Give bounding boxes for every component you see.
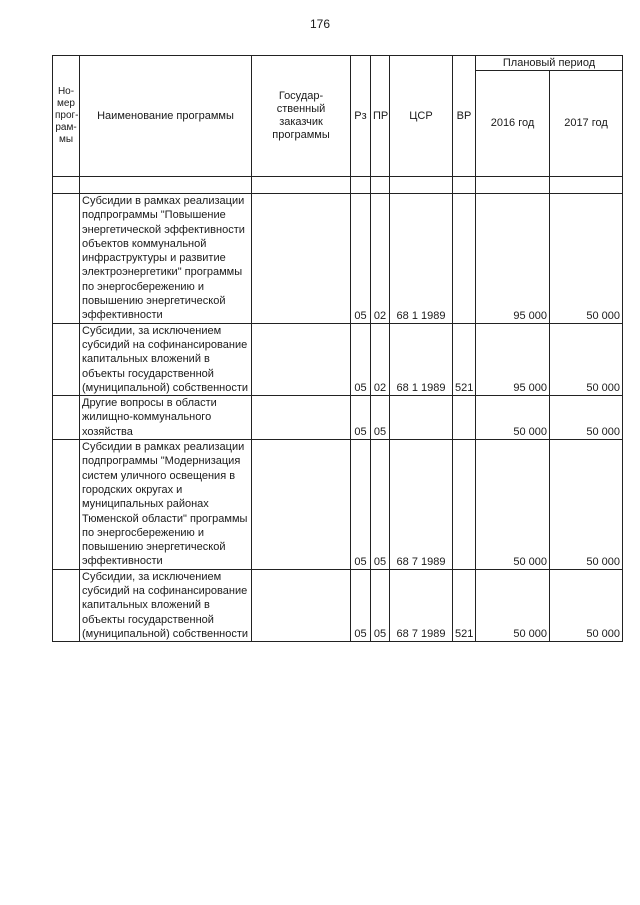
row-2017: 50 000 — [550, 194, 623, 324]
row-name: Субсидии в рамках реализации подпрограммы "Модернизация систем уличного освещения в городских округах и муниципальных районах Тюменской области" программы по энергосбережению и повышению энергетической эффективности — [80, 440, 252, 570]
row-2016: 50 000 — [476, 440, 550, 570]
row-name: Другие вопросы в области жилищно-коммунального хозяйства — [80, 396, 252, 440]
row-2017: 50 000 — [550, 323, 623, 395]
row-rz: 05 — [351, 440, 371, 570]
header-vr: ВР — [453, 56, 476, 177]
header-year-2017: 2017 год — [550, 71, 623, 177]
row-pr: 05 — [371, 396, 390, 440]
row-2016: 50 000 — [476, 396, 550, 440]
header-program-number — [53, 56, 80, 177]
row-2016: 50 000 — [476, 569, 550, 641]
row-vr — [453, 440, 476, 570]
budget-table — [52, 55, 623, 642]
table-row — [53, 569, 623, 641]
row-rz: 05 — [351, 194, 371, 324]
row-2017: 50 000 — [550, 396, 623, 440]
row-csr: 68 7 1989 — [390, 569, 453, 641]
header-pr: ПР — [371, 56, 390, 177]
row-2016: 95 000 — [476, 323, 550, 395]
row-2017: 50 000 — [550, 569, 623, 641]
table-row — [53, 194, 623, 324]
header-program-number-text: Но- мер прог- рам- мы — [55, 86, 79, 145]
header-program-name: Наименование программы — [80, 56, 252, 177]
header-plan-period: Плановый период — [476, 56, 623, 71]
row-name: Субсидии в рамках реализации подпрограммы "Повышение энергетической эффективности объектов коммунальной инфраструктуры и развитие электроэнергетики" программы по энергосбережению и повышению энергетической эффективности — [80, 194, 252, 324]
row-2016: 95 000 — [476, 194, 550, 324]
row-rz: 05 — [351, 396, 371, 440]
row-vr: 521 — [453, 569, 476, 641]
row-pr: 02 — [371, 323, 390, 395]
table-row — [53, 396, 623, 440]
header-row-top — [53, 56, 623, 71]
row-vr — [453, 396, 476, 440]
header-csr: ЦСР — [390, 56, 453, 177]
header-year-2016: 2016 год — [476, 71, 550, 177]
header-customer-text: Государ- ственный заказчик программы — [272, 90, 330, 141]
table-row — [53, 440, 623, 570]
row-rz: 05 — [351, 323, 371, 395]
row-csr — [390, 396, 453, 440]
table-spacer-row — [53, 177, 623, 194]
row-csr: 68 7 1989 — [390, 440, 453, 570]
row-rz: 05 — [351, 569, 371, 641]
row-name: Субсидии, за исключением субсидий на софинансирование капитальных вложений в объекты государственной (муниципальной) собственности — [80, 569, 252, 641]
row-csr: 68 1 1989 — [390, 194, 453, 324]
row-name: Субсидии, за исключением субсидий на софинансирование капитальных вложений в объекты государственной (муниципальной) собственности — [80, 323, 252, 395]
page-number: 176 — [309, 17, 331, 31]
table-row — [53, 323, 623, 395]
header-customer — [252, 56, 351, 177]
row-pr: 02 — [371, 194, 390, 324]
header-rz: Рз — [351, 56, 371, 177]
row-csr: 68 1 1989 — [390, 323, 453, 395]
row-pr: 05 — [371, 569, 390, 641]
row-2017: 50 000 — [550, 440, 623, 570]
row-pr: 05 — [371, 440, 390, 570]
row-vr: 521 — [453, 323, 476, 395]
row-vr — [453, 194, 476, 324]
